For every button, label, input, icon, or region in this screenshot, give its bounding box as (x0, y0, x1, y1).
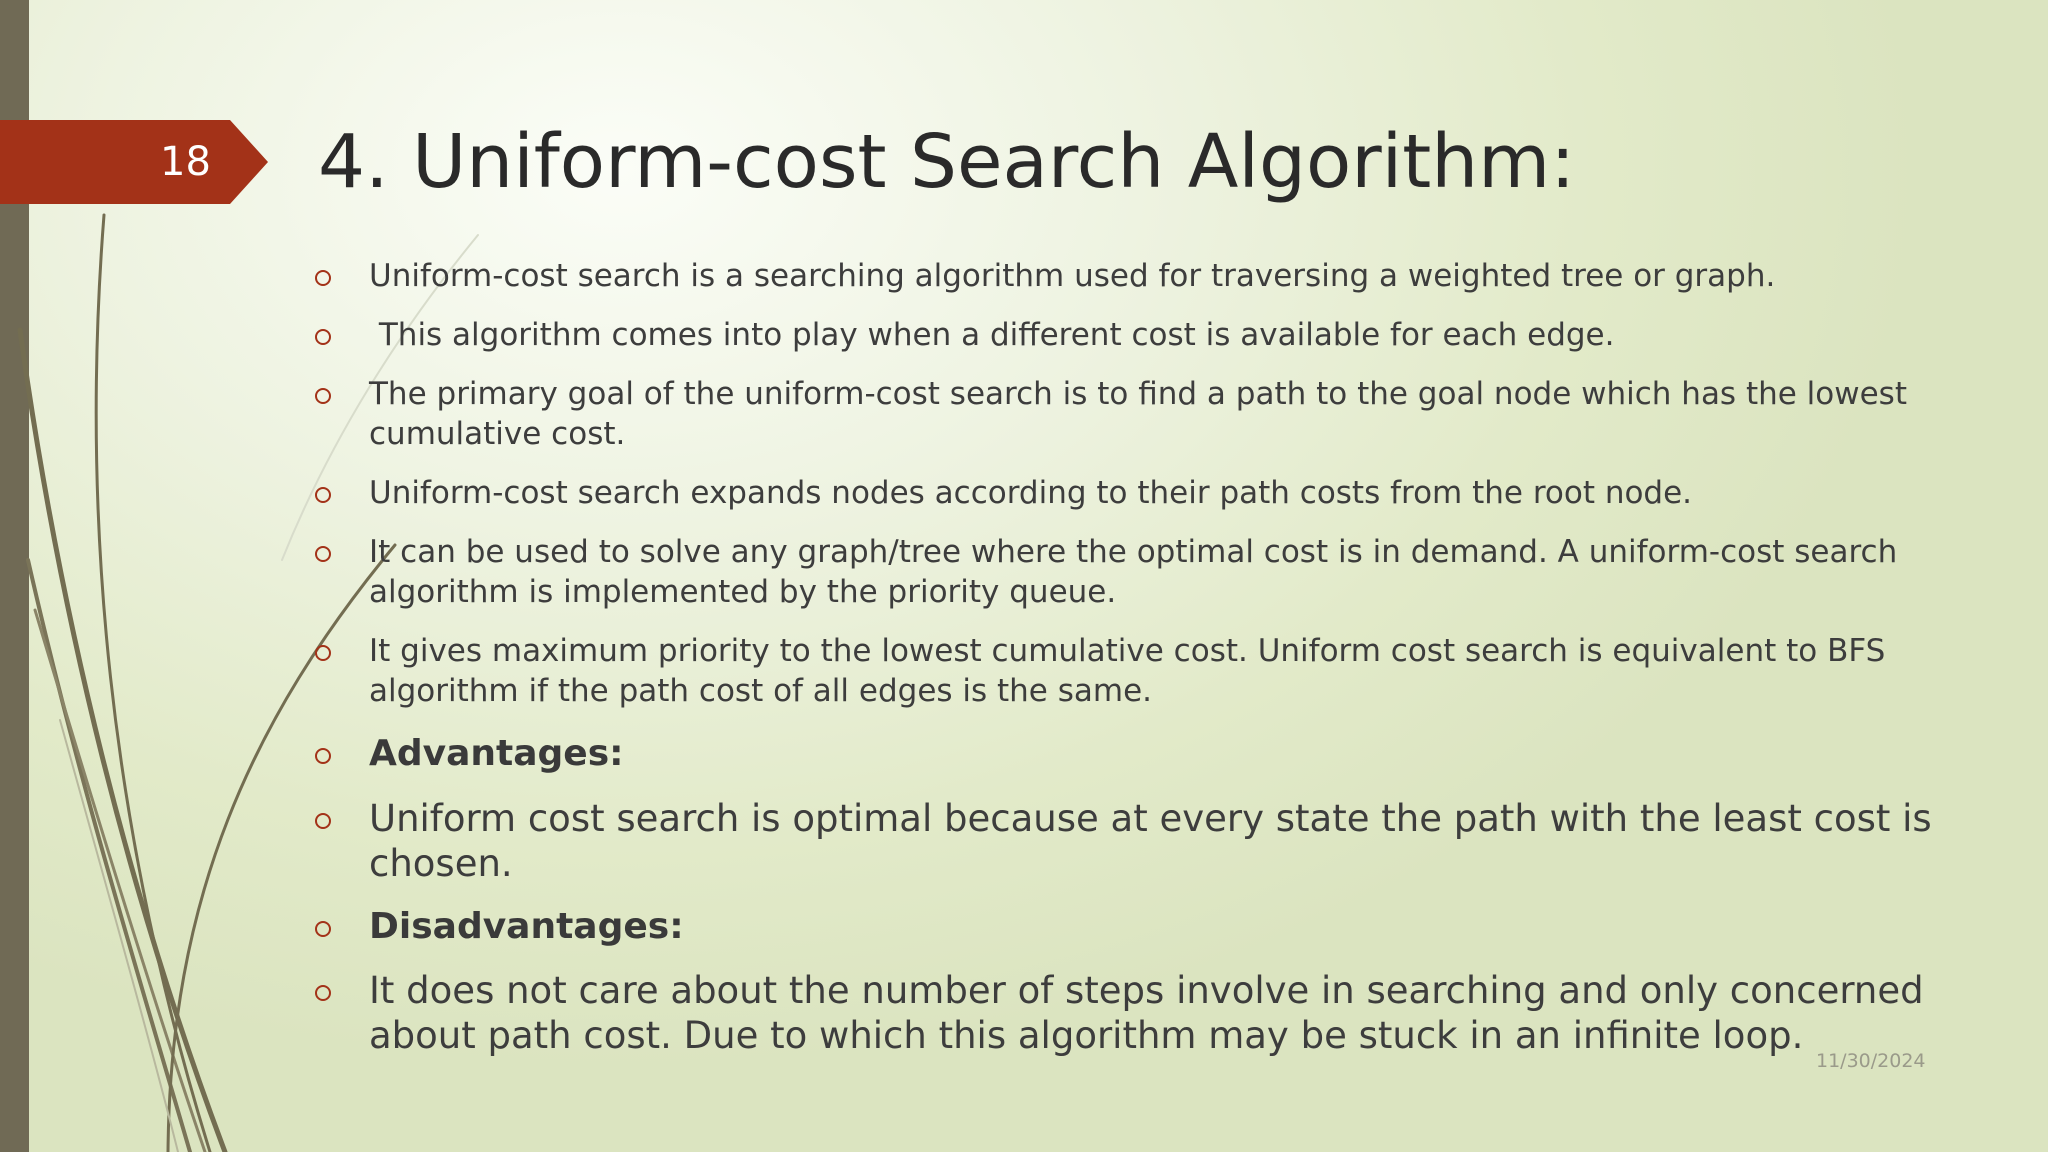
hollow-circle-icon (315, 645, 331, 661)
slide-number: 18 (160, 139, 211, 185)
advantages-heading (312, 732, 1932, 776)
hollow-circle-icon (315, 985, 331, 1001)
bullet-text: Advantages: (369, 733, 624, 774)
bullet-item (312, 532, 1932, 612)
bullet-item (312, 473, 1932, 513)
hollow-circle-icon (315, 748, 331, 764)
bullet-item (312, 631, 1932, 711)
bullet-text: It does not care about the number of steps involve in searching and only concerned about path cost. Due to which this algorithm may be stuck in an infinite loop. (369, 969, 1924, 1057)
hollow-circle-icon (315, 329, 331, 345)
bullet-text: Uniform-cost search expands nodes according to their path costs from the root node. (369, 475, 1693, 511)
hollow-circle-icon (315, 388, 331, 404)
bullet-text: This algorithm comes into play when a different cost is available for each edge. (369, 317, 1615, 353)
bullet-item (312, 256, 1932, 296)
bullet-text: It gives maximum priority to the lowest cumulative cost. Uniform cost search is equivalent to BFS algorithm if the path cost of all edges is the same. (369, 633, 1886, 709)
hollow-circle-icon (315, 270, 331, 286)
hollow-circle-icon (315, 487, 331, 503)
bullet-item (312, 796, 1932, 886)
bullet-item (312, 315, 1932, 355)
bullet-item (312, 968, 1932, 1058)
bullet-text: It can be used to solve any graph/tree where the optimal cost is in demand. A uniform-cost search algorithm is implemented by the priority queue. (369, 534, 1898, 610)
bullet-text: Uniform-cost search is a searching algorithm used for traversing a weighted tree or graph. (369, 258, 1776, 294)
hollow-circle-icon (315, 546, 331, 562)
slide-date: 11/30/2024 (1816, 1050, 1926, 1072)
slide-title: 4. Uniform-cost Search Algorithm: (318, 119, 1576, 205)
bullet-text: The primary goal of the uniform-cost search is to find a path to the goal node which has the lowest cumulative cost. (369, 376, 1907, 452)
hollow-circle-icon (315, 921, 331, 937)
bullet-item (312, 374, 1932, 454)
bullet-text: Uniform cost search is optimal because at every state the path with the least cost is chosen. (369, 797, 1932, 885)
disadvantages-heading (312, 905, 1932, 949)
hollow-circle-icon (315, 813, 331, 829)
bullet-text: Disadvantages: (369, 906, 684, 947)
